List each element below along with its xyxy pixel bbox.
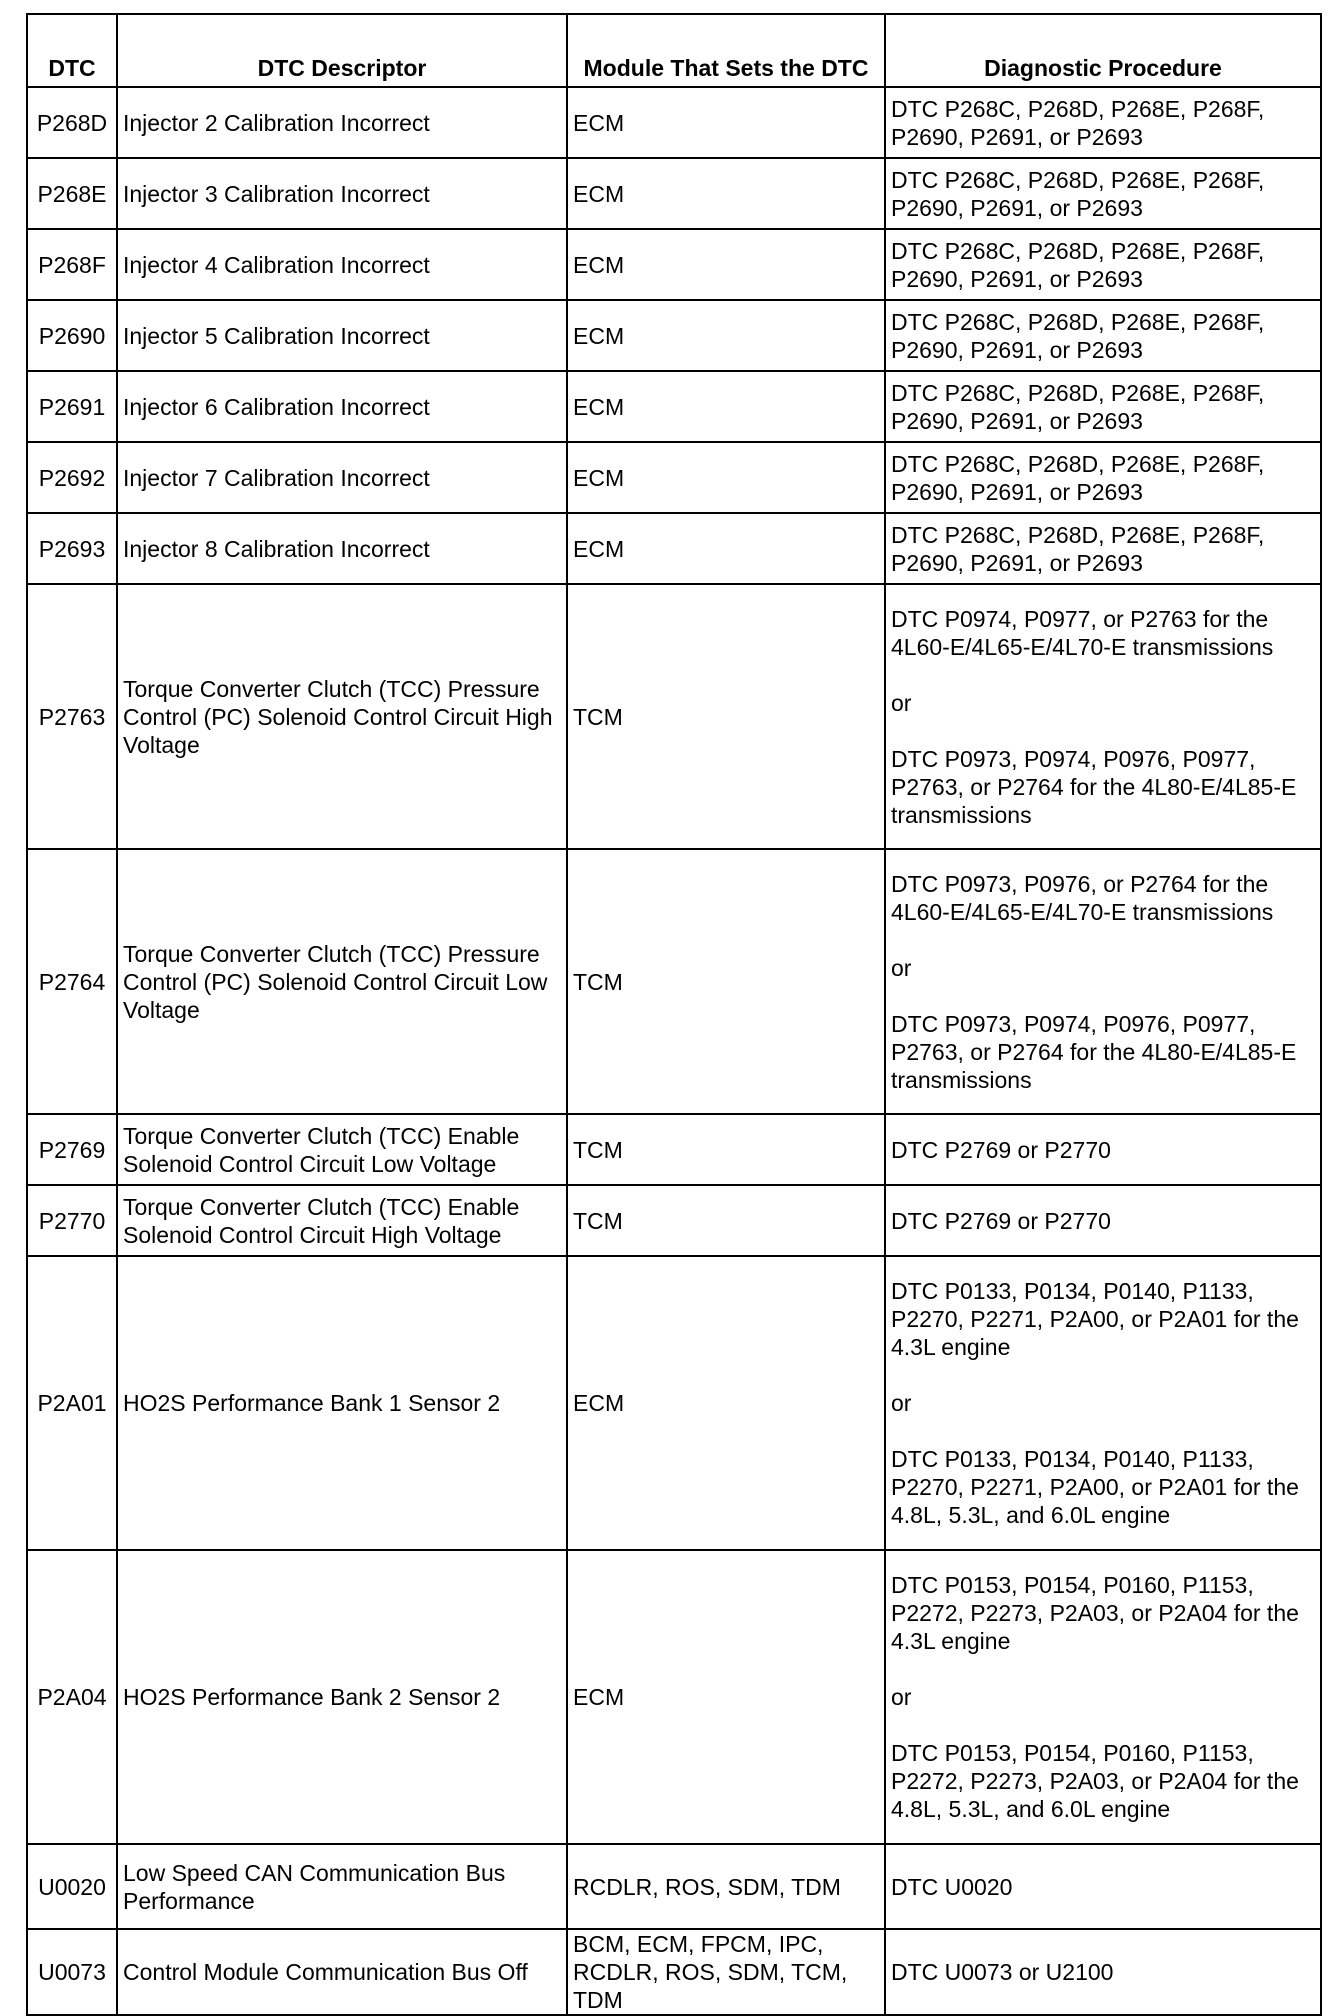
header-procedure: Diagnostic Procedure [885, 14, 1321, 87]
cell-dtc: U0020 [27, 1844, 117, 1929]
cell-module: ECM [567, 87, 885, 158]
cell-descriptor: Injector 3 Calibration Incorrect [117, 158, 567, 229]
cell-dtc: P268E [27, 158, 117, 229]
cell-module: ECM [567, 1256, 885, 1550]
cell-procedure: DTC P268C, P268D, P268E, P268F, P2690, P2691, or P2693 [885, 158, 1321, 229]
cell-procedure: DTC U0020 [885, 1844, 1321, 1929]
cell-dtc: P2764 [27, 849, 117, 1114]
cell-procedure: DTC P0973, P0976, or P2764 for the 4L60-E/4L65-E/4L70-E transmissions or DTC P0973, P0974, P0976, P0977, P2763, or P2764 for the 4L80-E/4L85-E transmissions [885, 849, 1321, 1114]
cell-procedure: DTC P268C, P268D, P268E, P268F, P2690, P2691, or P2693 [885, 87, 1321, 158]
cell-dtc: P2763 [27, 584, 117, 849]
header-row [27, 14, 1321, 87]
table-row [27, 371, 1321, 442]
cell-descriptor: HO2S Performance Bank 1 Sensor 2 [117, 1256, 567, 1550]
cell-descriptor: Torque Converter Clutch (TCC) Pressure Control (PC) Solenoid Control Circuit Low Voltage [117, 849, 567, 1114]
table-row [27, 158, 1321, 229]
table-row [27, 300, 1321, 371]
table-row [27, 1929, 1321, 2015]
cell-dtc: P268F [27, 229, 117, 300]
cell-dtc: P2769 [27, 1114, 117, 1185]
header-dtc: DTC [27, 14, 117, 87]
table-row [27, 1550, 1321, 1844]
cell-procedure: DTC U0073 or U2100 [885, 1929, 1321, 2015]
dtc-table [26, 13, 1322, 2016]
cell-procedure: DTC P2769 or P2770 [885, 1185, 1321, 1256]
cell-module: TCM [567, 1114, 885, 1185]
cell-dtc: P2770 [27, 1185, 117, 1256]
cell-dtc: P2693 [27, 513, 117, 584]
cell-procedure: DTC P268C, P268D, P268E, P268F, P2690, P2691, or P2693 [885, 229, 1321, 300]
cell-descriptor: Injector 7 Calibration Incorrect [117, 442, 567, 513]
table-row [27, 229, 1321, 300]
cell-module: TCM [567, 1185, 885, 1256]
table-row [27, 1844, 1321, 1929]
cell-module: ECM [567, 513, 885, 584]
cell-dtc: U0073 [27, 1929, 117, 2015]
cell-module: RCDLR, ROS, SDM, TDM [567, 1844, 885, 1929]
cell-procedure: DTC P268C, P268D, P268E, P268F, P2690, P2691, or P2693 [885, 371, 1321, 442]
table-row [27, 442, 1321, 513]
cell-module: TCM [567, 849, 885, 1114]
header-descriptor: DTC Descriptor [117, 14, 567, 87]
cell-procedure: DTC P268C, P268D, P268E, P268F, P2690, P2691, or P2693 [885, 300, 1321, 371]
cell-procedure: DTC P0974, P0977, or P2763 for the 4L60-E/4L65-E/4L70-E transmissions or DTC P0973, P0974, P0976, P0977, P2763, or P2764 for the 4L80-E/4L85-E transmissions [885, 584, 1321, 849]
cell-dtc: P2690 [27, 300, 117, 371]
cell-procedure: DTC P0153, P0154, P0160, P1153, P2272, P2273, P2A03, or P2A04 for the 4.3L engine or DTC P0153, P0154, P0160, P1153, P2272, P2273, P2A03, or P2A04 for the 4.8L, 5.3L, and 6.0L engine [885, 1550, 1321, 1844]
cell-procedure: DTC P2769 or P2770 [885, 1114, 1321, 1185]
header-module: Module That Sets the DTC [567, 14, 885, 87]
cell-dtc: P268D [27, 87, 117, 158]
cell-procedure: DTC P0133, P0134, P0140, P1133, P2270, P2271, P2A00, or P2A01 for the 4.3L engine or DTC P0133, P0134, P0140, P1133, P2270, P2271, P2A00, or P2A01 for the 4.8L, 5.3L, and 6.0L engine [885, 1256, 1321, 1550]
cell-module: ECM [567, 300, 885, 371]
cell-descriptor: Low Speed CAN Communication Bus Performance [117, 1844, 567, 1929]
cell-dtc: P2692 [27, 442, 117, 513]
cell-descriptor: Control Module Communication Bus Off [117, 1929, 567, 2015]
cell-descriptor: Injector 2 Calibration Incorrect [117, 87, 567, 158]
cell-dtc: P2A04 [27, 1550, 117, 1844]
cell-module: ECM [567, 1550, 885, 1844]
table-row [27, 1185, 1321, 1256]
table-row [27, 584, 1321, 849]
table-row [27, 849, 1321, 1114]
cell-descriptor: Injector 6 Calibration Incorrect [117, 371, 567, 442]
cell-descriptor: Torque Converter Clutch (TCC) Pressure Control (PC) Solenoid Control Circuit High Voltage [117, 584, 567, 849]
cell-descriptor: HO2S Performance Bank 2 Sensor 2 [117, 1550, 567, 1844]
table-row [27, 513, 1321, 584]
table-row [27, 87, 1321, 158]
cell-descriptor: Torque Converter Clutch (TCC) Enable Solenoid Control Circuit High Voltage [117, 1185, 567, 1256]
cell-descriptor: Injector 4 Calibration Incorrect [117, 229, 567, 300]
cell-descriptor: Torque Converter Clutch (TCC) Enable Solenoid Control Circuit Low Voltage [117, 1114, 567, 1185]
cell-descriptor: Injector 5 Calibration Incorrect [117, 300, 567, 371]
table-row [27, 1256, 1321, 1550]
cell-module: TCM [567, 584, 885, 849]
cell-dtc: P2691 [27, 371, 117, 442]
cell-module: ECM [567, 442, 885, 513]
cell-dtc: P2A01 [27, 1256, 117, 1550]
cell-module: ECM [567, 371, 885, 442]
table-row [27, 1114, 1321, 1185]
cell-descriptor: Injector 8 Calibration Incorrect [117, 513, 567, 584]
cell-module: BCM, ECM, FPCM, IPC, RCDLR, ROS, SDM, TCM, TDM [567, 1929, 885, 2015]
cell-module: ECM [567, 229, 885, 300]
cell-procedure: DTC P268C, P268D, P268E, P268F, P2690, P2691, or P2693 [885, 442, 1321, 513]
cell-procedure: DTC P268C, P268D, P268E, P268F, P2690, P2691, or P2693 [885, 513, 1321, 584]
cell-module: ECM [567, 158, 885, 229]
